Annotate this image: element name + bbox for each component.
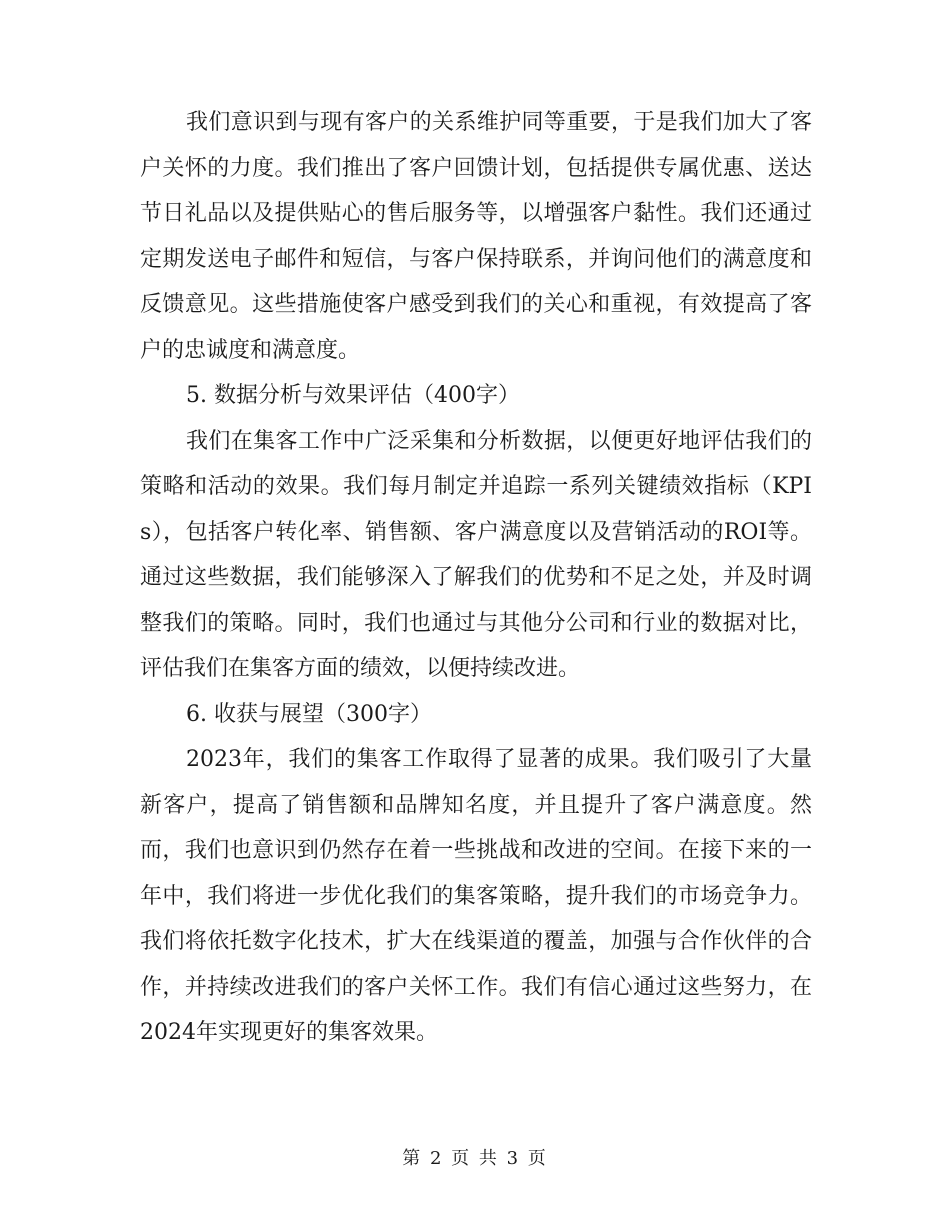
paragraph-outlook: 2023年，我们的集客工作取得了显著的成果。我们吸引了大量新客户，提高了销售额和品牌知名度，并且提升了客户满意度。然而，我们也意识到仍然存在着一些挑战和改进的空间。在接下来的一年中，我们将进一步优化我们的集客策略，提升我们的市场竞争力。我们将依托数字化技术，扩大在线渠道的覆盖，加强与合作伙伴的合作，并持续改进我们的客户关怀工作。我们有信心通过这些努力，在2024年实现更好的集客效果。 [140, 747, 812, 1045]
document-body [140, 100, 812, 1056]
section-heading-data-analysis: 5. 数据分析与效果评估（400字） [186, 383, 520, 408]
paragraph-customer-care: 我们意识到与现有客户的关系维护同等重要，于是我们加大了客户关怀的力度。我们推出了客户回馈计划，包括提供专属优惠、送达节日礼品以及提供贴心的售后服务等，以增强客户黏性。我们还通过定期发送电子邮件和短信，与客户保持联系，并询问他们的满意度和反馈意见。这些措施使客户感受到我们的关心和重视，有效提高了客户的忠诚度和满意度。 [140, 110, 812, 363]
page-number-footer: 第 2 页 共 3 页 [402, 1148, 548, 1169]
paragraph-data-analysis: 我们在集客工作中广泛采集和分析数据，以便更好地评估我们的策略和活动的效果。我们每月制定并追踪一系列关键绩效指标（KPIs），包括客户转化率、销售额、客户满意度以及营销活动的ROI等。通过这些数据，我们能够深入了解我们的优势和不足之处，并及时调整我们的策略。同时，我们也通过与其他分公司和行业的数据对比，评估我们在集客方面的绩效，以便持续改进。 [140, 428, 812, 681]
section-heading-outlook: 6. 收获与展望（300字） [186, 701, 432, 727]
